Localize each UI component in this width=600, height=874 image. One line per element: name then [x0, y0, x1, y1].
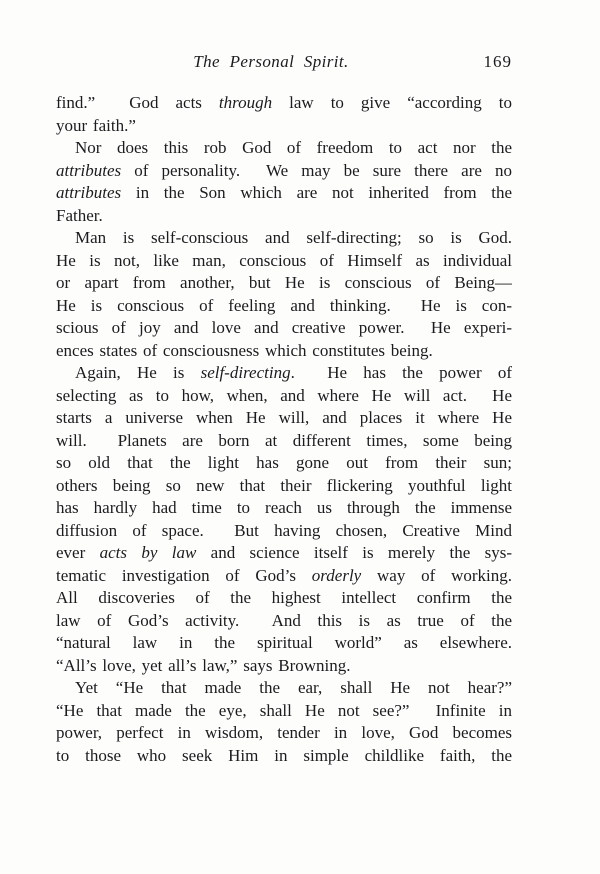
text-run: tematic investigation of God’s [56, 565, 312, 585]
text-line [56, 430, 512, 453]
text-run: law to give “according to [272, 93, 512, 112]
text-run: All discoveries of the highest intellect confirm the [56, 588, 512, 607]
text-run: others being so new that their flickering youthful light [56, 475, 512, 495]
text-line [56, 250, 512, 273]
text-run: to those who seek Him in simple childlike faith, the [56, 745, 512, 765]
paragraph [56, 677, 512, 767]
text-line [56, 137, 512, 160]
text-line [56, 115, 512, 138]
text-run: He is not, like man, conscious of Himself as individual [56, 250, 512, 270]
text-run: law of God’s activity. And this is as true of the [56, 610, 512, 630]
italic-text-run: attributes [56, 183, 122, 202]
text-line [56, 272, 512, 295]
paragraph [56, 227, 512, 362]
text-run: way of working. [361, 565, 512, 585]
text-run: has hardly had time to reach us through the immense [56, 498, 512, 517]
text-line [56, 722, 512, 745]
text-run: . He has the power of [290, 363, 512, 382]
text-line [56, 520, 512, 543]
text-line [56, 565, 512, 588]
text-line [56, 632, 512, 655]
text-line [56, 452, 512, 475]
text-line [56, 362, 512, 385]
text-run: diffusion of space. But having chosen, Creative Mind [56, 520, 512, 540]
text-run: your faith.” [56, 115, 136, 135]
text-line [56, 160, 512, 183]
text-run: in the Son which are not inherited from the [121, 183, 512, 202]
text-line [56, 677, 512, 700]
text-run: so old that the light has gone out from their sun; [56, 453, 512, 472]
text-run: selecting as to how, when, and where He will act. He [56, 385, 512, 405]
text-line [56, 317, 512, 340]
text-line [56, 227, 512, 250]
text-line [56, 655, 512, 678]
text-line [56, 182, 512, 205]
text-run: of personality. We may be sure there are no [121, 160, 512, 180]
text-run: or apart from another, but He is conscious of Being— [56, 273, 512, 292]
page-body [56, 92, 512, 767]
text-run: He is conscious of feeling and thinking. He is con- [56, 295, 512, 315]
text-run: find.” God acts [56, 93, 219, 112]
text-run: “natural law in the spiritual world” as elsewhere. [56, 633, 512, 652]
italic-text-run: acts by law [99, 543, 197, 562]
text-line [56, 542, 512, 565]
text-run: will. Planets are born at different times, some being [56, 430, 512, 450]
paragraph [56, 362, 512, 677]
italic-text-run: orderly [311, 565, 362, 585]
text-line [56, 475, 512, 498]
text-line [56, 700, 512, 723]
text-run: Nor does this rob God of freedom to act nor the [75, 138, 512, 157]
text-run: Yet “He that made the ear, shall He not hear?” [75, 678, 512, 697]
text-run: Man is self-conscious and self-directing; so is God. [75, 228, 512, 247]
text-run: starts a universe when He will, and places it where He [56, 408, 512, 427]
text-line [56, 745, 512, 768]
page-number: 169 [483, 52, 512, 71]
text-run: and science itself is merely the sys- [196, 543, 512, 562]
text-run: Father. [56, 205, 103, 225]
italic-text-run: through [218, 93, 273, 112]
italic-text-run: attributes [56, 160, 122, 180]
text-line [56, 295, 512, 318]
text-run: ever [56, 543, 100, 562]
italic-text-run: self-directing [200, 363, 291, 382]
text-line [56, 497, 512, 520]
text-run: “All’s love, yet all’s law,” says Browning. [56, 655, 351, 675]
paragraph [56, 92, 512, 137]
text-run: Again, He is [75, 363, 201, 382]
text-line [56, 340, 512, 363]
page-header [56, 51, 512, 73]
running-header-title: The Personal Spirit. [193, 52, 349, 71]
text-line [56, 385, 512, 408]
text-line [56, 92, 512, 115]
text-line [56, 610, 512, 633]
text-line [56, 205, 512, 228]
text-run: ences states of consciousness which constitutes being. [56, 340, 433, 360]
text-line [56, 407, 512, 430]
text-run: scious of joy and love and creative power. He experi- [56, 318, 512, 337]
paragraph [56, 137, 512, 227]
text-run: power, perfect in wisdom, tender in love, God becomes [56, 723, 512, 742]
text-line [56, 587, 512, 610]
text-run: “He that made the eye, shall He not see?” Infinite in [56, 700, 512, 720]
